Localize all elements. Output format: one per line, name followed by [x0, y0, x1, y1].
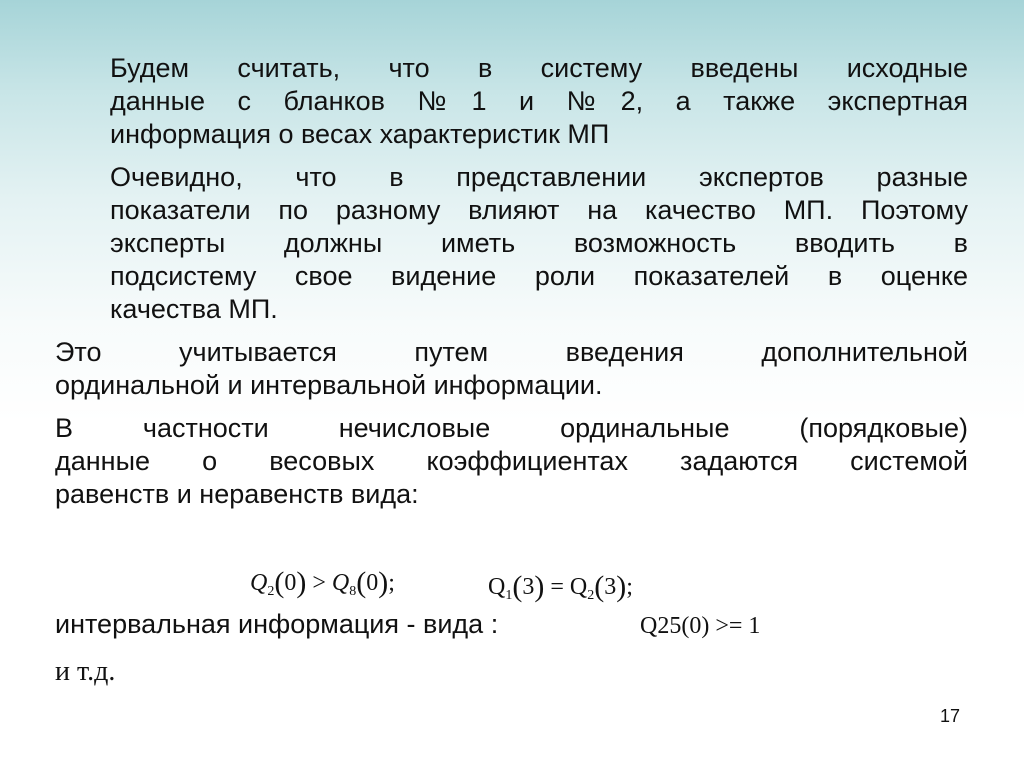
- text-line: показатели по разному влияют на качество МП. Поэтому: [110, 195, 968, 225]
- paragraph-2: [55, 161, 968, 326]
- interval-formula: Q25(0) >= 1: [640, 613, 761, 639]
- text-line: подсистему свое видение роли показателей в оценке: [110, 261, 968, 291]
- text-line: качества МП.: [110, 294, 278, 324]
- slide-body: [55, 52, 968, 511]
- etc-text: и т.д.: [55, 656, 116, 687]
- formula-row: [0, 566, 1024, 602]
- text-line: данные с бланков №1 и №2, а также экспертная: [110, 86, 968, 116]
- interval-label: интервальная информация - вида :: [55, 609, 499, 639]
- text-line: Будем считать, что в систему введены исходные: [110, 53, 968, 83]
- text-line: равенств и неравенств вида:: [55, 479, 419, 509]
- ordinal-equality: $Q_1(3) = Q_2(3)$;: [488, 570, 633, 603]
- ordinal-inequality: $Q_2(0) > Q_8(0)$;: [250, 566, 395, 599]
- paragraph-1: [55, 52, 968, 151]
- text-line: эксперты должны иметь возможность вводить в: [110, 228, 968, 258]
- text-line: В частности нечисловые ординальные (порядковые): [55, 413, 968, 443]
- text-line: информация о весах характеристик МП: [110, 119, 610, 149]
- page-number: 17: [940, 706, 961, 726]
- paragraph-4: [55, 412, 968, 511]
- text-line: Очевидно, что в представлении экспертов разные: [110, 162, 968, 192]
- paragraph-3: [55, 336, 968, 402]
- text-line: данные о весовых коэффициентах задаются системой: [55, 446, 968, 476]
- text-line: ординальной и интервальной информации.: [55, 370, 603, 400]
- text-line: Это учитывается путем введения дополнительной: [55, 337, 968, 367]
